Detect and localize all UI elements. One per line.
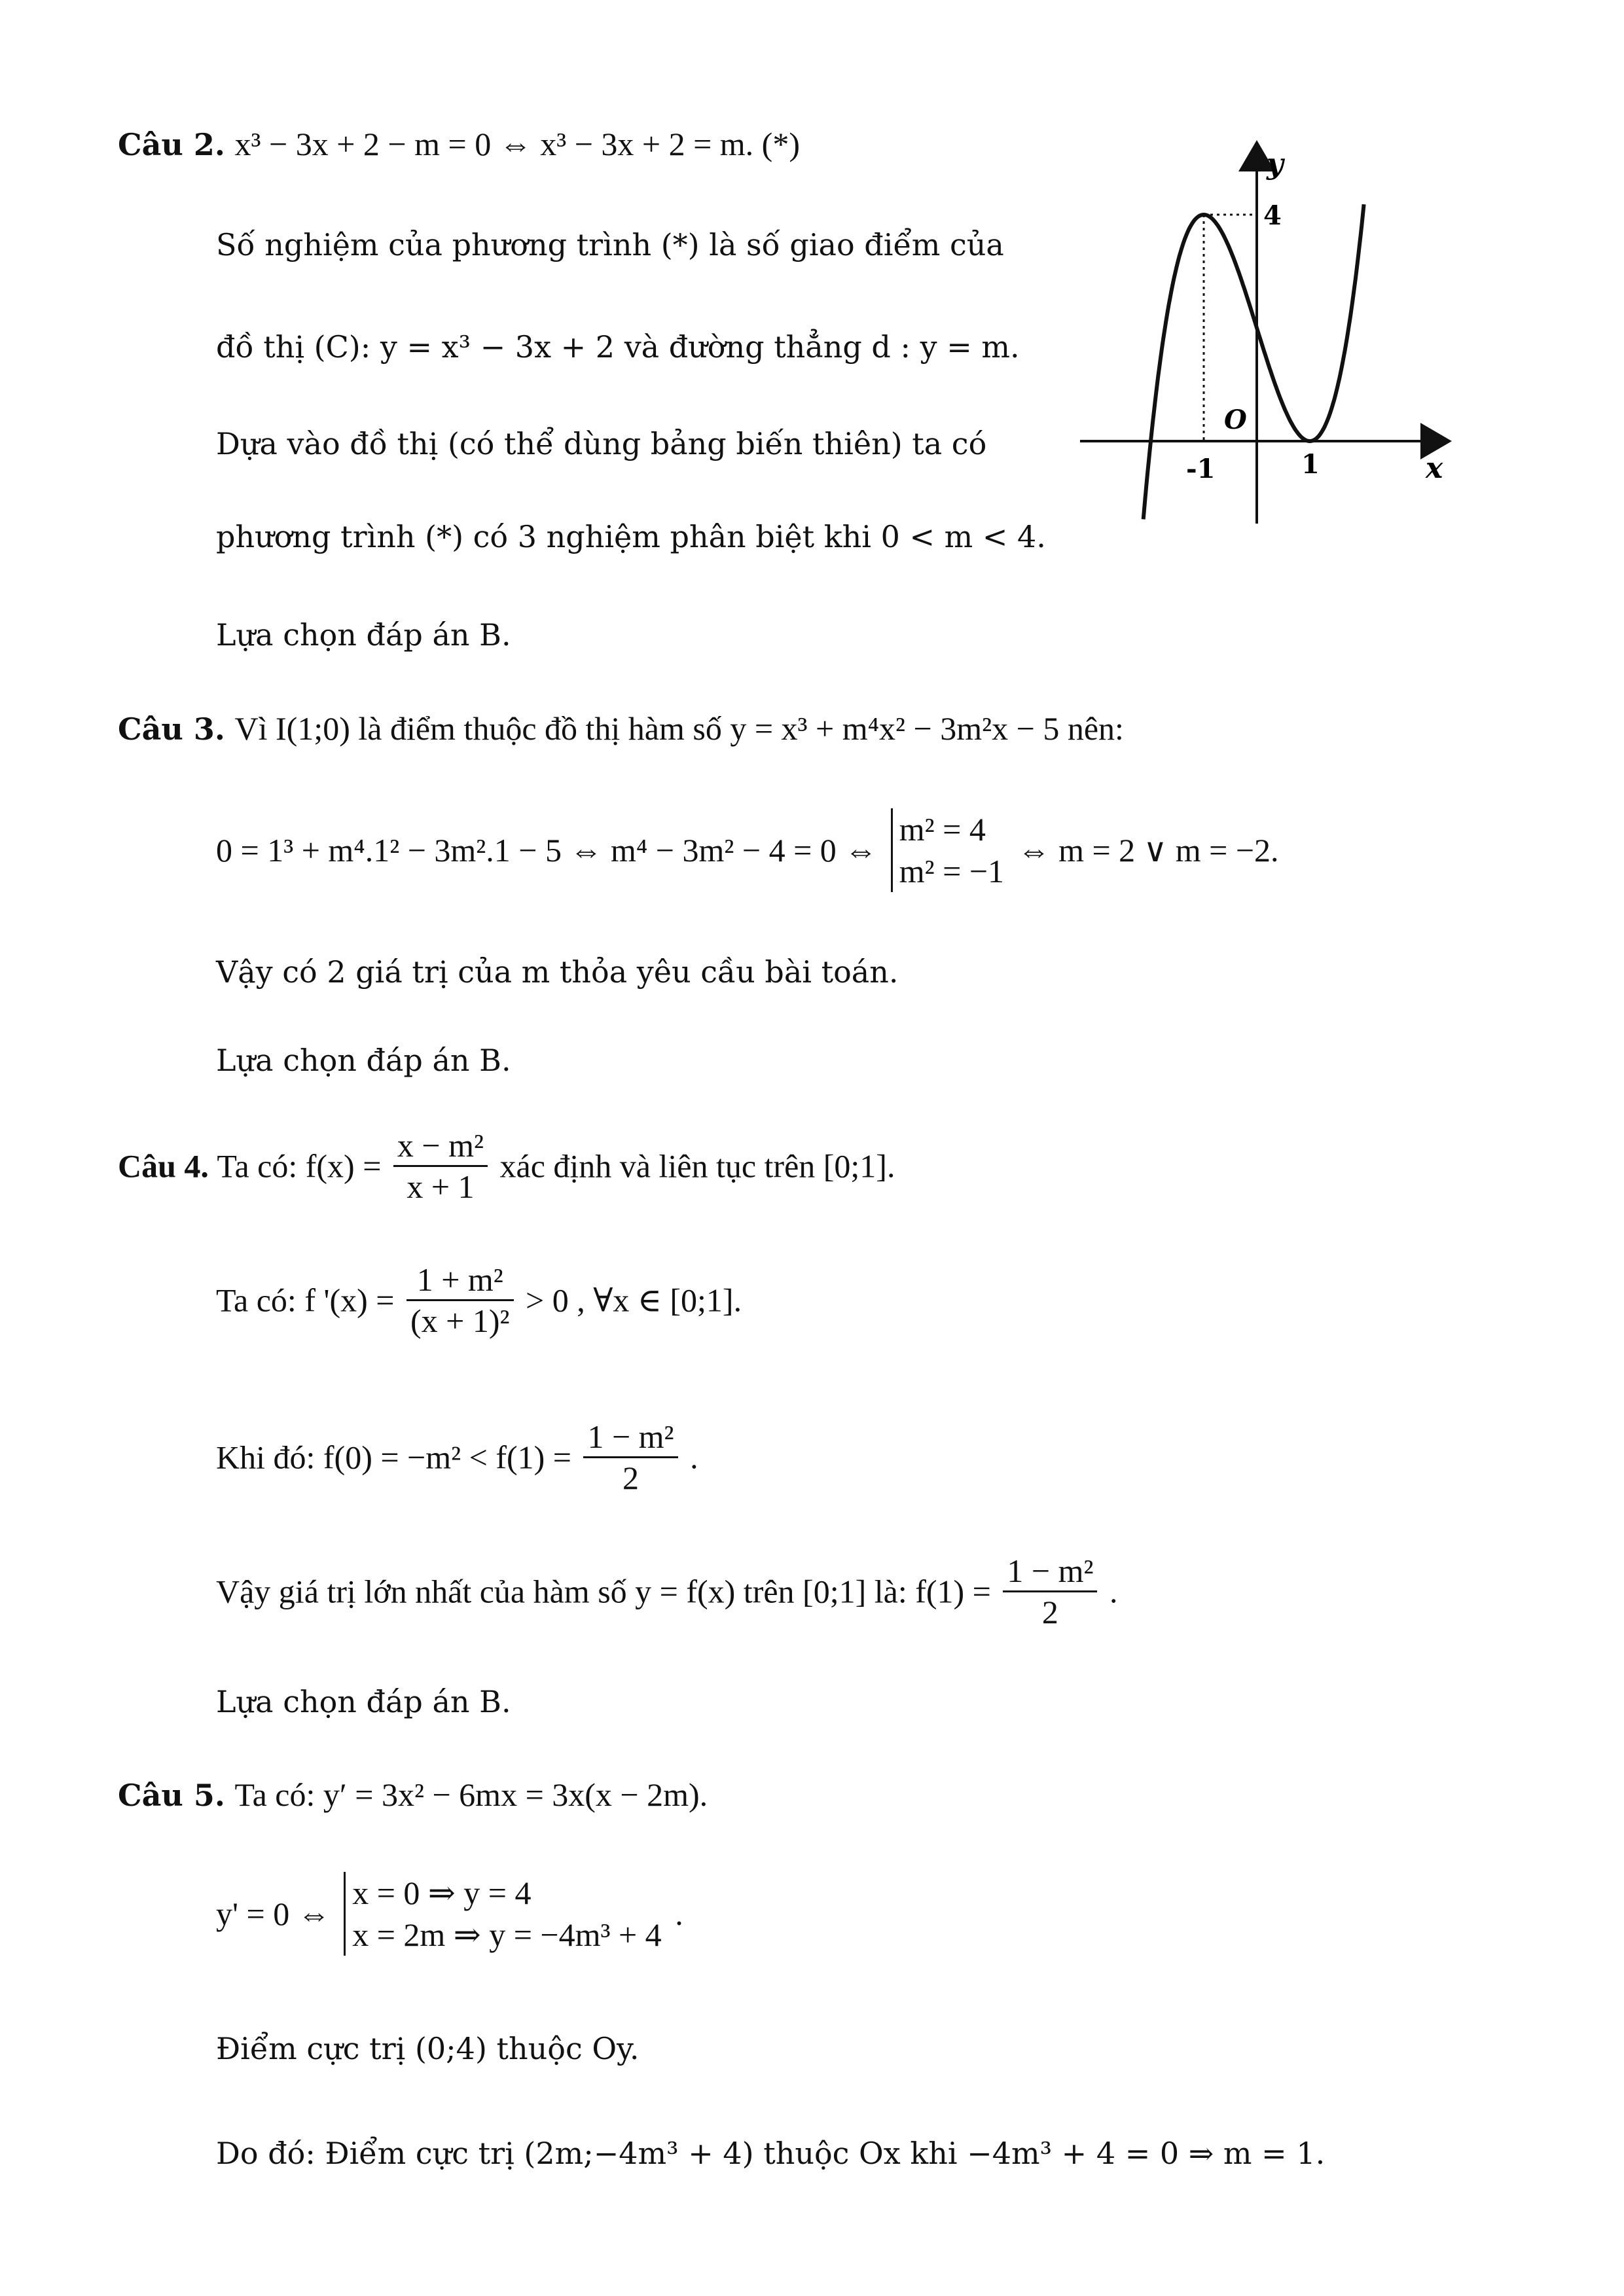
q4-fraction-1 [393,1126,488,1206]
q4-line-2 [216,1260,742,1340]
q2-text-4: phương trình (*) có 3 nghiệm phân biệt khi 0 < m < 4. [216,519,1046,554]
q4-l1-post: xác định và liên tục trên [0;1]. [499,1147,895,1185]
q2-answer: Lựa chọn đáp án B. [216,617,511,653]
cubic-curve [1144,204,1364,519]
q4-l2-pre: Ta có: f '(x) = [216,1282,395,1319]
q2-text-1: Số nghiệm của phương trình (*) là số giao điểm của [216,227,1004,262]
q3-case-bracket [891,808,1004,892]
tick-label-4: 4 [1263,200,1282,231]
q3-text-1: Vì I(1;0) là điểm thuộc đồ thị hàm số y = x³ + m⁴x² − 3m²x − 5 nên: [234,710,1124,747]
q2-heading [118,124,800,164]
q3-eq-left: 0 = 1³ + m⁴.1² − 3m².1 − 5 ⇔ m⁴ − 3m² − 4 = 0 ⇔ [216,832,878,869]
q4-fraction-1-numerator: x − m² [393,1126,488,1167]
q2-text-3: Dựa vào đồ thị (có thể dùng bảng biến thiên) ta có [216,426,987,461]
q4-l4-pre: Vậy giá trị lớn nhất của hàm số y = f(x) trên [0;1] là: f(1) = [216,1573,991,1610]
q4-line-3 [216,1417,698,1498]
q3-case-1: m² = 4 [899,811,986,848]
q4-fraction-2-denominator: (x + 1)² [410,1302,510,1339]
tick-label-1: 1 [1301,449,1320,480]
tick-label-neg1: -1 [1186,454,1216,484]
q5-text-3: Điểm cực trị (0;4) thuộc Oy. [216,2031,640,2066]
y-axis-label: y [1267,147,1284,181]
q4-fraction-3-numerator: 1 − m² [583,1417,677,1458]
q4-fraction-4-numerator: 1 − m² [1003,1551,1097,1592]
q4-l4-post: . [1109,1573,1118,1610]
q5-label: Câu 5. [118,1778,225,1813]
q5-case-bracket [344,1872,661,1956]
q5-heading [118,1775,708,1815]
x-axis-label: x [1426,452,1443,485]
q3-case-2: m² = −1 [899,853,1005,889]
origin-label: O [1224,404,1247,435]
q4-line-4 [216,1551,1117,1632]
q3-text-3: Vậy có 2 giá trị của m thỏa yêu cầu bài toán. [216,954,899,990]
cubic-graph-figure [1067,131,1473,537]
q4-l1-pre: Ta có: f(x) = [217,1147,382,1185]
q4-fraction-4 [1003,1551,1097,1632]
q4-fraction-3 [583,1417,677,1498]
q5-eq-right: . [675,1895,683,1932]
q5-text-4: Do đó: Điểm cực trị (2m;−4m³ + 4) thuộc Ox khi −4m³ + 4 = 0 ⇒ m = 1. [216,2136,1326,2171]
q4-fraction-4-denominator: 2 [1041,1594,1058,1630]
q2-label: Câu 2. [118,127,225,162]
q3-equation [216,808,1279,892]
q3-label: Câu 3. [118,711,225,747]
q5-case-1: x = 0 ⇒ y = 4 [352,1874,532,1911]
q2-text-2: đồ thị (C): y = x³ − 3x + 2 và đường thẳng d : y = m. [216,329,1020,365]
q4-l3-pre: Khi đó: f(0) = −m² < f(1) = [216,1439,571,1476]
q4-l3-post: . [690,1439,698,1476]
q5-eq-left: y' = 0 ⇔ [216,1895,331,1932]
q5-text-1: Ta có: y′ = 3x² − 6mx = 3x(x − 2m). [234,1776,708,1813]
q4-label: Câu 4. [118,1147,209,1185]
q4-fraction-2-numerator: 1 + m² [406,1260,514,1301]
q2-equation: x³ − 3x + 2 − m = 0 ⇔ x³ − 3x + 2 = m. (*) [234,126,800,162]
q5-equation [216,1872,683,1956]
q5-case-2: x = 2m ⇒ y = −4m³ + 4 [352,1916,662,1953]
q4-fraction-1-denominator: x + 1 [406,1168,475,1205]
q3-heading [118,709,1124,749]
q3-eq-right: ⇔ m = 2 ∨ m = −2. [1017,832,1279,869]
q4-l2-post: > 0 , ∀x ∈ [0;1]. [526,1282,742,1319]
q4-fraction-3-denominator: 2 [623,1460,640,1496]
q4-answer: Lựa chọn đáp án B. [216,1684,511,1719]
q4-fraction-2 [406,1260,514,1340]
q4-line-1 [118,1126,895,1206]
q3-answer: Lựa chọn đáp án B. [216,1043,511,1078]
